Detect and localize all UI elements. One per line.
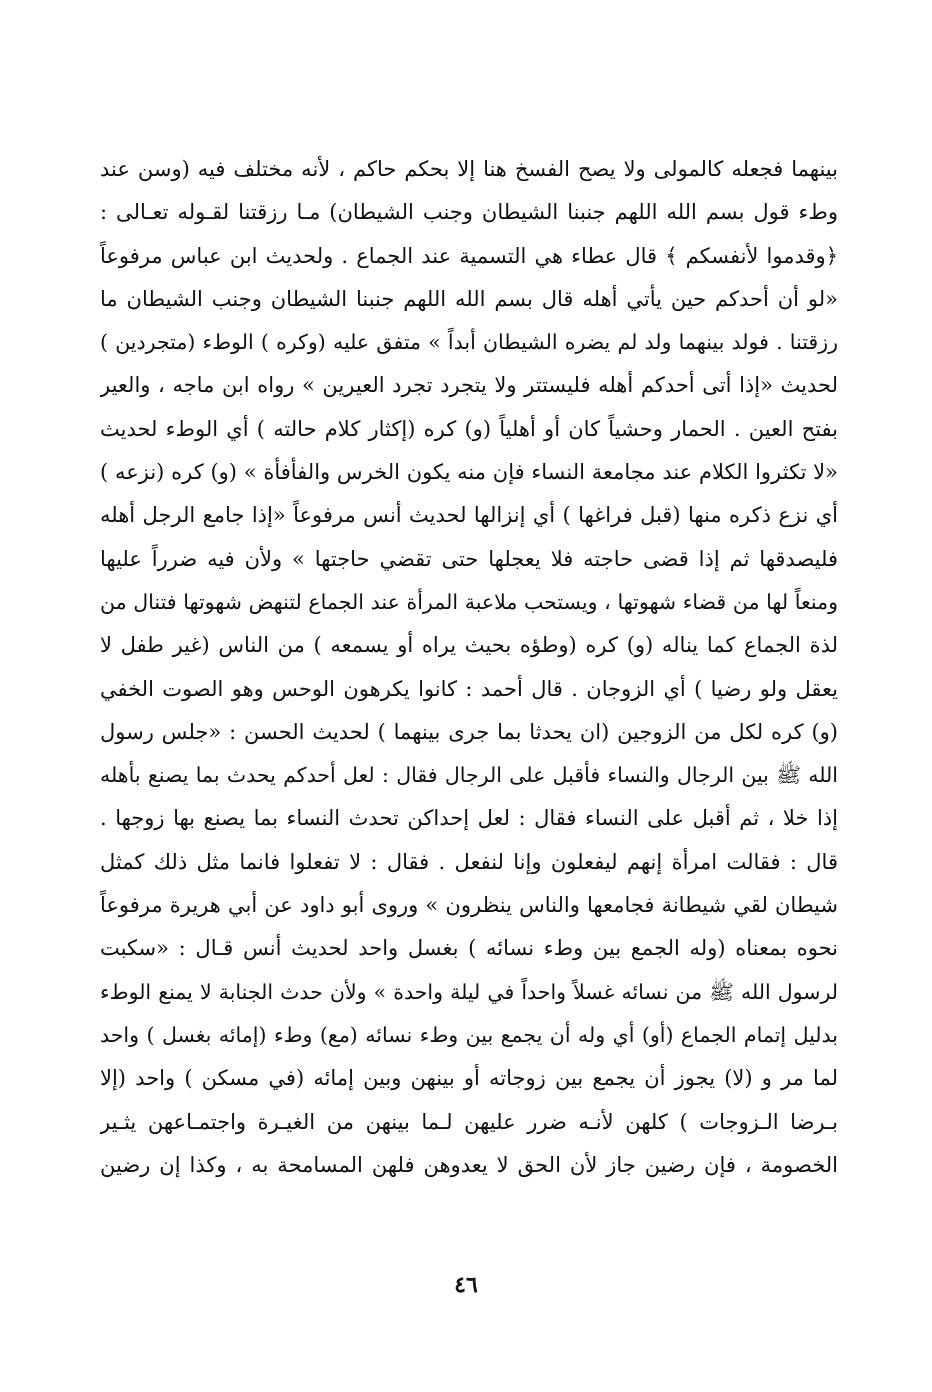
text-line: بينهما فجعله كالمولى ولا يصح الفسخ هنا إلا بحكم حاكم ، لأنه مختلف فيه (وسن عند — [100, 157, 838, 181]
text-line: وطء قول بسم الله اللهم جنبنا الشيطان وجنب الشيطان) مـا رزقتنا لقـوله تعـالى : — [100, 200, 838, 225]
text-line: يعقل ولو رضيا ) أي الزوجان . قال أحمد : كانوا يكرهون الوحس وهو الصوت الخفي — [100, 676, 838, 701]
page-number: ٤٦ — [454, 1272, 478, 1298]
text-line: الله ﷺ بين الرجال والنساء فأقبل على الرجال فقال : لعل أحدكم يحدث بما يصنع بأهله — [100, 763, 838, 788]
text-line: بفتح العين . الحمار وحشياً كان أو أهلياً (و) كره (إكثار كلام حالته ) أي الوطء لحديث — [100, 416, 838, 441]
text-line: ومنعاً لها من قضاء شهوتها ، ويستحب ملاعبة المرأة عند الجماع لتنهض شهوتها فتنال من — [100, 589, 838, 614]
text-line: شيطان لقي شيطانة فجامعها والناس ينظرون » وروى أبو داود عن أبي هريرة مرفوعاً — [100, 893, 838, 918]
text-line: (و) كره لكل من الزوجين (ان يحدثا بما جرى بينهما ) لحديث الحسن : «جلس رسول — [100, 719, 838, 744]
text-line: بدليل إتمام الجماع (أو) أي وله أن يجمع بين وطء نسائه (مع) وطء (إمائه بغسل ) واحد — [100, 1022, 838, 1047]
text-line: لرسول الله ﷺ من نسائه غسلاً واحداً في ليلة واحدة » ولأن حدث الجنابة لا يمنع الوطء — [100, 979, 838, 1004]
text-line: نحوه بمعناه (وله الجمع بين وطء نسائه ) بغسل واحد لحديث أنس قـال : «سكبت — [100, 936, 838, 961]
text-line: لذة الجماع كما يناله (و) كره (وطؤه بحيث يراه أو يسمعه ) من الناس (غير طفل لا — [100, 633, 838, 658]
text-line: لحديث «إذا أتى أحدكم أهله فليستتر ولا يتجرد تجرد العيرين » رواه ابن ماجه ، والعير — [100, 373, 838, 398]
text-line: لما مر و (لا) يجوز أن يجمع بين زوجاته أو بينهن وبين إمائه (في مسكن ) واحد (إلا — [100, 1066, 838, 1091]
text-line: «لا تكثروا الكلام عند مجامعة النساء فإن منه يكون الخرس والفأفأة » (و) كره (نزعه ) — [100, 460, 838, 485]
text-line: ﴿وقدموا لأنفسكم ﴾ قال عطاء هي التسمية عند الجماع . ولحديث ابن عباس مرفوعاً — [100, 243, 838, 268]
text-line: رزقتنا . فولد بينهما ولد لم يضره الشيطان أبداً » متفق عليه (وكره ) الوطء (متجردين ) — [100, 330, 838, 355]
main-text-block — [100, 148, 838, 1187]
text-line: فليصدقها ثم إذا قضى حاجته فلا يعجلها حتى تقضي حاجتها » ولأن فيه ضرراً عليها — [100, 546, 838, 571]
text-line: قال : فقالت امرأة إنهم ليفعلون وإنا لنفعل . فقال : لا تفعلوا فانما مثل ذلك كمثل — [100, 849, 838, 874]
text-line: بـرضا الـزوجات ) كلهن لأنـه ضرر عليهن لـما بينهن من الغيـرة واجتمـاعهن يثـير — [100, 1109, 838, 1134]
text-line: أي نزع ذكره منها (قبل فراغها ) أي إنزالها لحديث أنس مرفوعاً «إذا جامع الرجل أهله — [100, 503, 838, 528]
text-line: «لو أن أحدكم حين يأتي أهله قال بسم الله اللهم جنبنا الشيطان وجنب الشيطان ما — [100, 286, 838, 311]
text-line: الخصومة ، فإن رضين جاز لأن الحق لا يعدوهن فلهن المسامحة به ، وكذا إن رضين — [100, 1152, 838, 1177]
text-line: إذا خلا ، ثم أقبل على النساء فقال : لعل إحداكن تحدث النساء بما يصنع بها زوجها . — [100, 806, 838, 831]
